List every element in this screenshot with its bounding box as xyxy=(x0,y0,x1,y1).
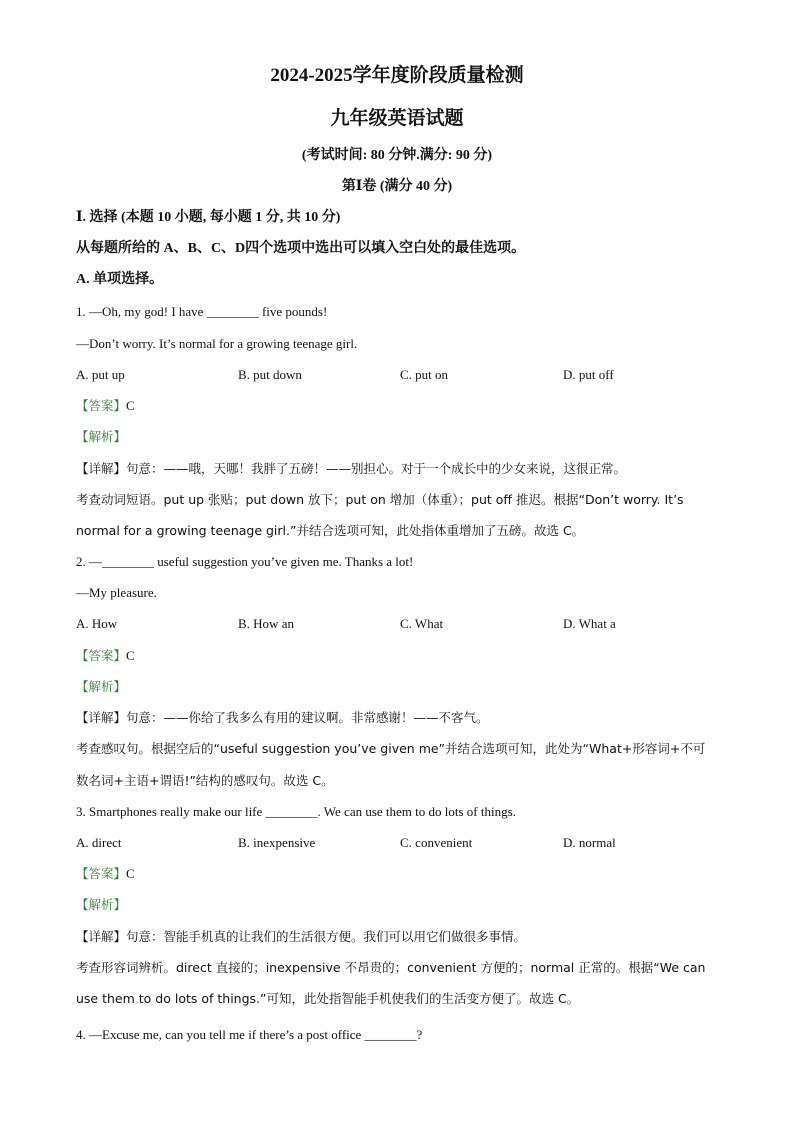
question-2-detail-3: 数名词+主语+谓语!”结构的感叹句。故选 C。 xyxy=(76,773,334,788)
page-title: 2024-2025学年度阶段质量检测 xyxy=(270,65,524,86)
section-instruction: 从每题所给的 A、B、C、D四个选项中选出可以填入空白处的最佳选项。 xyxy=(76,241,526,256)
question-1-option-c: C. put on xyxy=(400,367,449,382)
detail-tag: 【详解】 xyxy=(76,710,127,725)
question-3-stem: 3. Smartphones really make our life ________. We can use them to do lots of things. xyxy=(76,804,516,819)
question-3-analysis xyxy=(76,897,126,913)
volume-heading: 第Ⅰ卷 (满分 40 分) xyxy=(341,179,453,194)
question-1-option-b: B. put down xyxy=(238,367,302,382)
answer-value: C xyxy=(126,398,135,413)
question-1-detail-1 xyxy=(76,461,626,477)
question-1-detail-2: 考查动词短语。put up 张贴；put down 放下；put on 增加（体重）；put off 推迟。根据“Don’t worry. It’s xyxy=(76,492,684,507)
part-heading: A. 单项选择。 xyxy=(76,272,164,287)
question-3-answer xyxy=(76,866,135,882)
question-4-stem: 4. —Excuse me, can you tell me if there’s a post office ________? xyxy=(76,1027,423,1042)
detail-text: 句意：——你给了我多么有用的建议啊。非常感谢！——不客气。 xyxy=(126,710,489,725)
question-2-analysis xyxy=(76,679,126,695)
section-heading: Ⅰ. 选择 (本题 10 小题, 每小题 1 分, 共 10 分) xyxy=(76,210,341,225)
question-2-option-c: C. What xyxy=(400,616,444,631)
question-2-detail-2: 考查感叹句。根据空后的“useful suggestion you’ve given me”并结合选项可知，此处为“What+形容词+不可 xyxy=(76,741,706,756)
question-3-option-c: C. convenient xyxy=(400,835,473,850)
question-1-analysis xyxy=(76,429,126,445)
question-1-answer xyxy=(76,398,135,414)
exam-info: (考试时间: 80 分钟.满分: 90 分) xyxy=(301,148,493,163)
analysis-tag: 【解析】 xyxy=(76,429,127,444)
analysis-tag: 【解析】 xyxy=(76,897,127,912)
detail-tag: 【详解】 xyxy=(76,929,127,944)
question-3-option-a: A. direct xyxy=(76,835,122,850)
answer-tag: 【答案】 xyxy=(76,398,127,413)
question-2-option-a: A. How xyxy=(76,616,118,631)
answer-value: C xyxy=(126,648,135,663)
detail-text: 句意：——哦，天哪！我胖了五磅！——别担心。对于一个成长中的少女来说，这很正常。 xyxy=(126,461,627,476)
question-1-stem: 1. —Oh, my god! I have ________ five pounds! xyxy=(76,304,328,319)
page-subtitle: 九年级英语试题 xyxy=(330,108,464,129)
question-2-option-b: B. How an xyxy=(238,616,294,631)
question-3-detail-1 xyxy=(76,929,526,945)
question-3-detail-2: 考查形容词辨析。direct 直接的；inexpensive 不昂贵的；convenient 方便的；normal 正常的。根据“We can xyxy=(76,960,706,975)
answer-tag: 【答案】 xyxy=(76,648,127,663)
detail-text: 句意：智能手机真的让我们的生活很方便。我们可以用它们做很多事情。 xyxy=(126,929,527,944)
analysis-tag: 【解析】 xyxy=(76,679,127,694)
answer-tag: 【答案】 xyxy=(76,866,127,881)
detail-tag: 【详解】 xyxy=(76,461,127,476)
question-3-option-b: B. inexpensive xyxy=(238,835,316,850)
question-1-detail-3: normal for a growing teenage girl.”并结合选项可知，此处指体重增加了五磅。故选 C。 xyxy=(76,523,585,538)
question-3-option-d: D. normal xyxy=(563,835,616,850)
question-2-dialog: —My pleasure. xyxy=(76,585,157,600)
answer-value: C xyxy=(126,866,135,881)
question-2-option-d: D. What a xyxy=(563,616,616,631)
question-1-option-d: D. put off xyxy=(563,367,614,382)
question-1-dialog: —Don’t worry. It’s normal for a growing teenage girl. xyxy=(76,336,358,351)
question-2-answer xyxy=(76,648,135,664)
question-1-option-a: A. put up xyxy=(76,367,125,382)
question-2-detail-1 xyxy=(76,710,489,726)
question-3-detail-3: use them to do lots of things.”可知，此处指智能手机使我们的生活变方便了。故选 C。 xyxy=(76,991,580,1006)
question-2-stem: 2. —________ useful suggestion you’ve given me. Thanks a lot! xyxy=(76,554,414,569)
